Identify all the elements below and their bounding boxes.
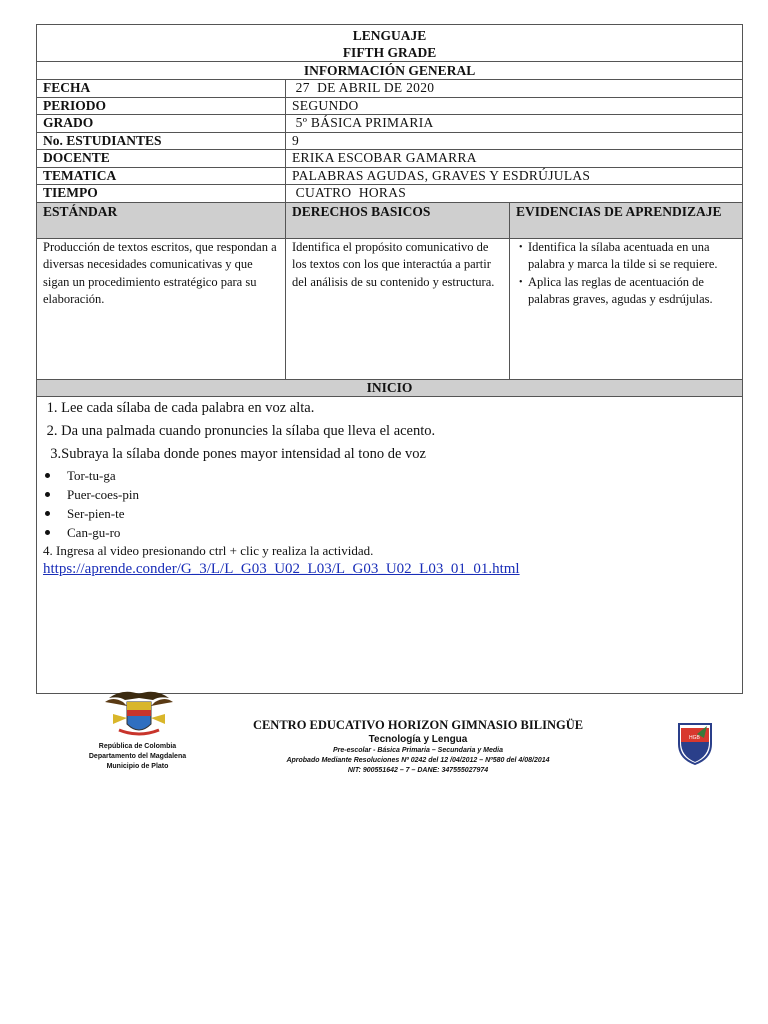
syllable-word: Ser-pien-te [67,505,125,521]
info-label: DOCENTE [37,150,286,168]
info-value: SEGUNDO [286,97,743,115]
colombia-coat-of-arms-icon [103,684,175,740]
column-header-derechos: DERECHOS BASICOS [286,202,510,238]
school-info [248,718,588,776]
shield-text: HGB [689,735,700,741]
info-value: 27 DE ABRIL DE 2020 [286,80,743,98]
step-4: 4. Ingresa al video presionando ctrl + clic y realiza la actividad. [43,542,374,558]
title-cell [37,25,743,62]
step-3: 3.Subraya la sílaba donde pones mayor intensidad al tono de voz [43,445,426,462]
school-program: Tecnología y Lengua [368,734,468,745]
derechos-text: Identifica el propósito comunicativo de los textos con los que interactúa a partir del análisis de su contenido y estructura. [286,238,510,379]
republic-line: Municipio de Plato [106,763,169,770]
school-levels: Pre-escolar - Básica Primaria – Secundaria y Media [332,747,504,754]
bullet-icon [45,473,50,478]
info-value: CUATRO HORAS [286,185,743,203]
syllable-item [43,466,736,485]
list-item: • Identifica la sílaba acentuada en una palabra y marca la tilde si se requiere. [528,239,736,274]
bullet-icon [45,511,50,516]
info-label: TIEMPO [37,185,286,203]
school-name: CENTRO EDUCATIVO HORIZON GIMNASIO BILINGÜE [252,718,584,732]
info-label: No. ESTUDIANTES [37,132,286,150]
evidencias-cell [510,238,743,379]
evidencias-list [516,239,736,309]
bullet-icon [45,492,50,497]
lesson-plan [36,24,742,694]
grade-title: FIFTH GRADE [342,45,437,60]
info-value: 5º BÁSICA PRIMARIA [286,115,743,133]
activity-cell [37,396,743,693]
republic-line: República de Colombia [98,743,177,750]
syllable-word: Puer-coes-pin [67,486,139,502]
school-nit: NIT: 900551642 – 7 – DANE: 347555027974 [347,767,489,774]
column-header-estandar: ESTÁNDAR [37,202,286,238]
info-value: PALABRAS AGUDAS, GRAVES Y ESDRÚJULAS [286,167,743,185]
info-label: FECHA [37,80,286,98]
step-2: 2. Da una palmada cuando pronuncies la sílaba que lleva el acento. [43,422,436,439]
info-label: PERIODO [37,97,286,115]
syllable-item [43,523,736,542]
republic-line: Departamento del Magdalena [88,753,187,760]
school-resolution: Aprobado Mediante Resoluciones Nº 0242 del 12 /04/2012 – Nº580 del 4/08/2014 [286,757,550,764]
column-header-evidencias: EVIDENCIAS DE APRENDIZAJE [510,202,743,238]
video-link[interactable]: https://aprende.conder/G_3/L/L_G03_U02_L03/L_G03_U02_L03_01_01.html [43,560,520,577]
syllable-item [43,485,736,504]
info-label: GRADO [37,115,286,133]
school-shield-icon [676,720,714,766]
inicio-header: INICIO [37,379,743,396]
section-title: INFORMACIÓN GENERAL [37,62,743,80]
syllable-word: Tor-tu-ga [67,467,116,483]
syllable-item [43,504,736,523]
info-value: ERIKA ESCOBAR GAMARRA [286,150,743,168]
info-label: TEMATICA [37,167,286,185]
subject-title: LENGUAJE [352,28,427,43]
list-item: • Aplica las reglas de acentuación de palabras graves, agudas y esdrújulas. [528,274,736,309]
step-1: 1. Lee cada sílaba de cada palabra en voz alta. [43,399,315,416]
footer [0,682,768,792]
info-value: 9 [286,132,743,150]
lesson-plan-table [36,24,743,694]
republic-caption [70,742,205,772]
estandar-text: Producción de textos escritos, que respondan a diversas necesidades comunicativas y que sigan un procedimiento estratégico para su elaboración. [37,238,286,379]
bullet-icon [45,530,50,535]
syllable-word: Can-gu-ro [67,524,121,540]
